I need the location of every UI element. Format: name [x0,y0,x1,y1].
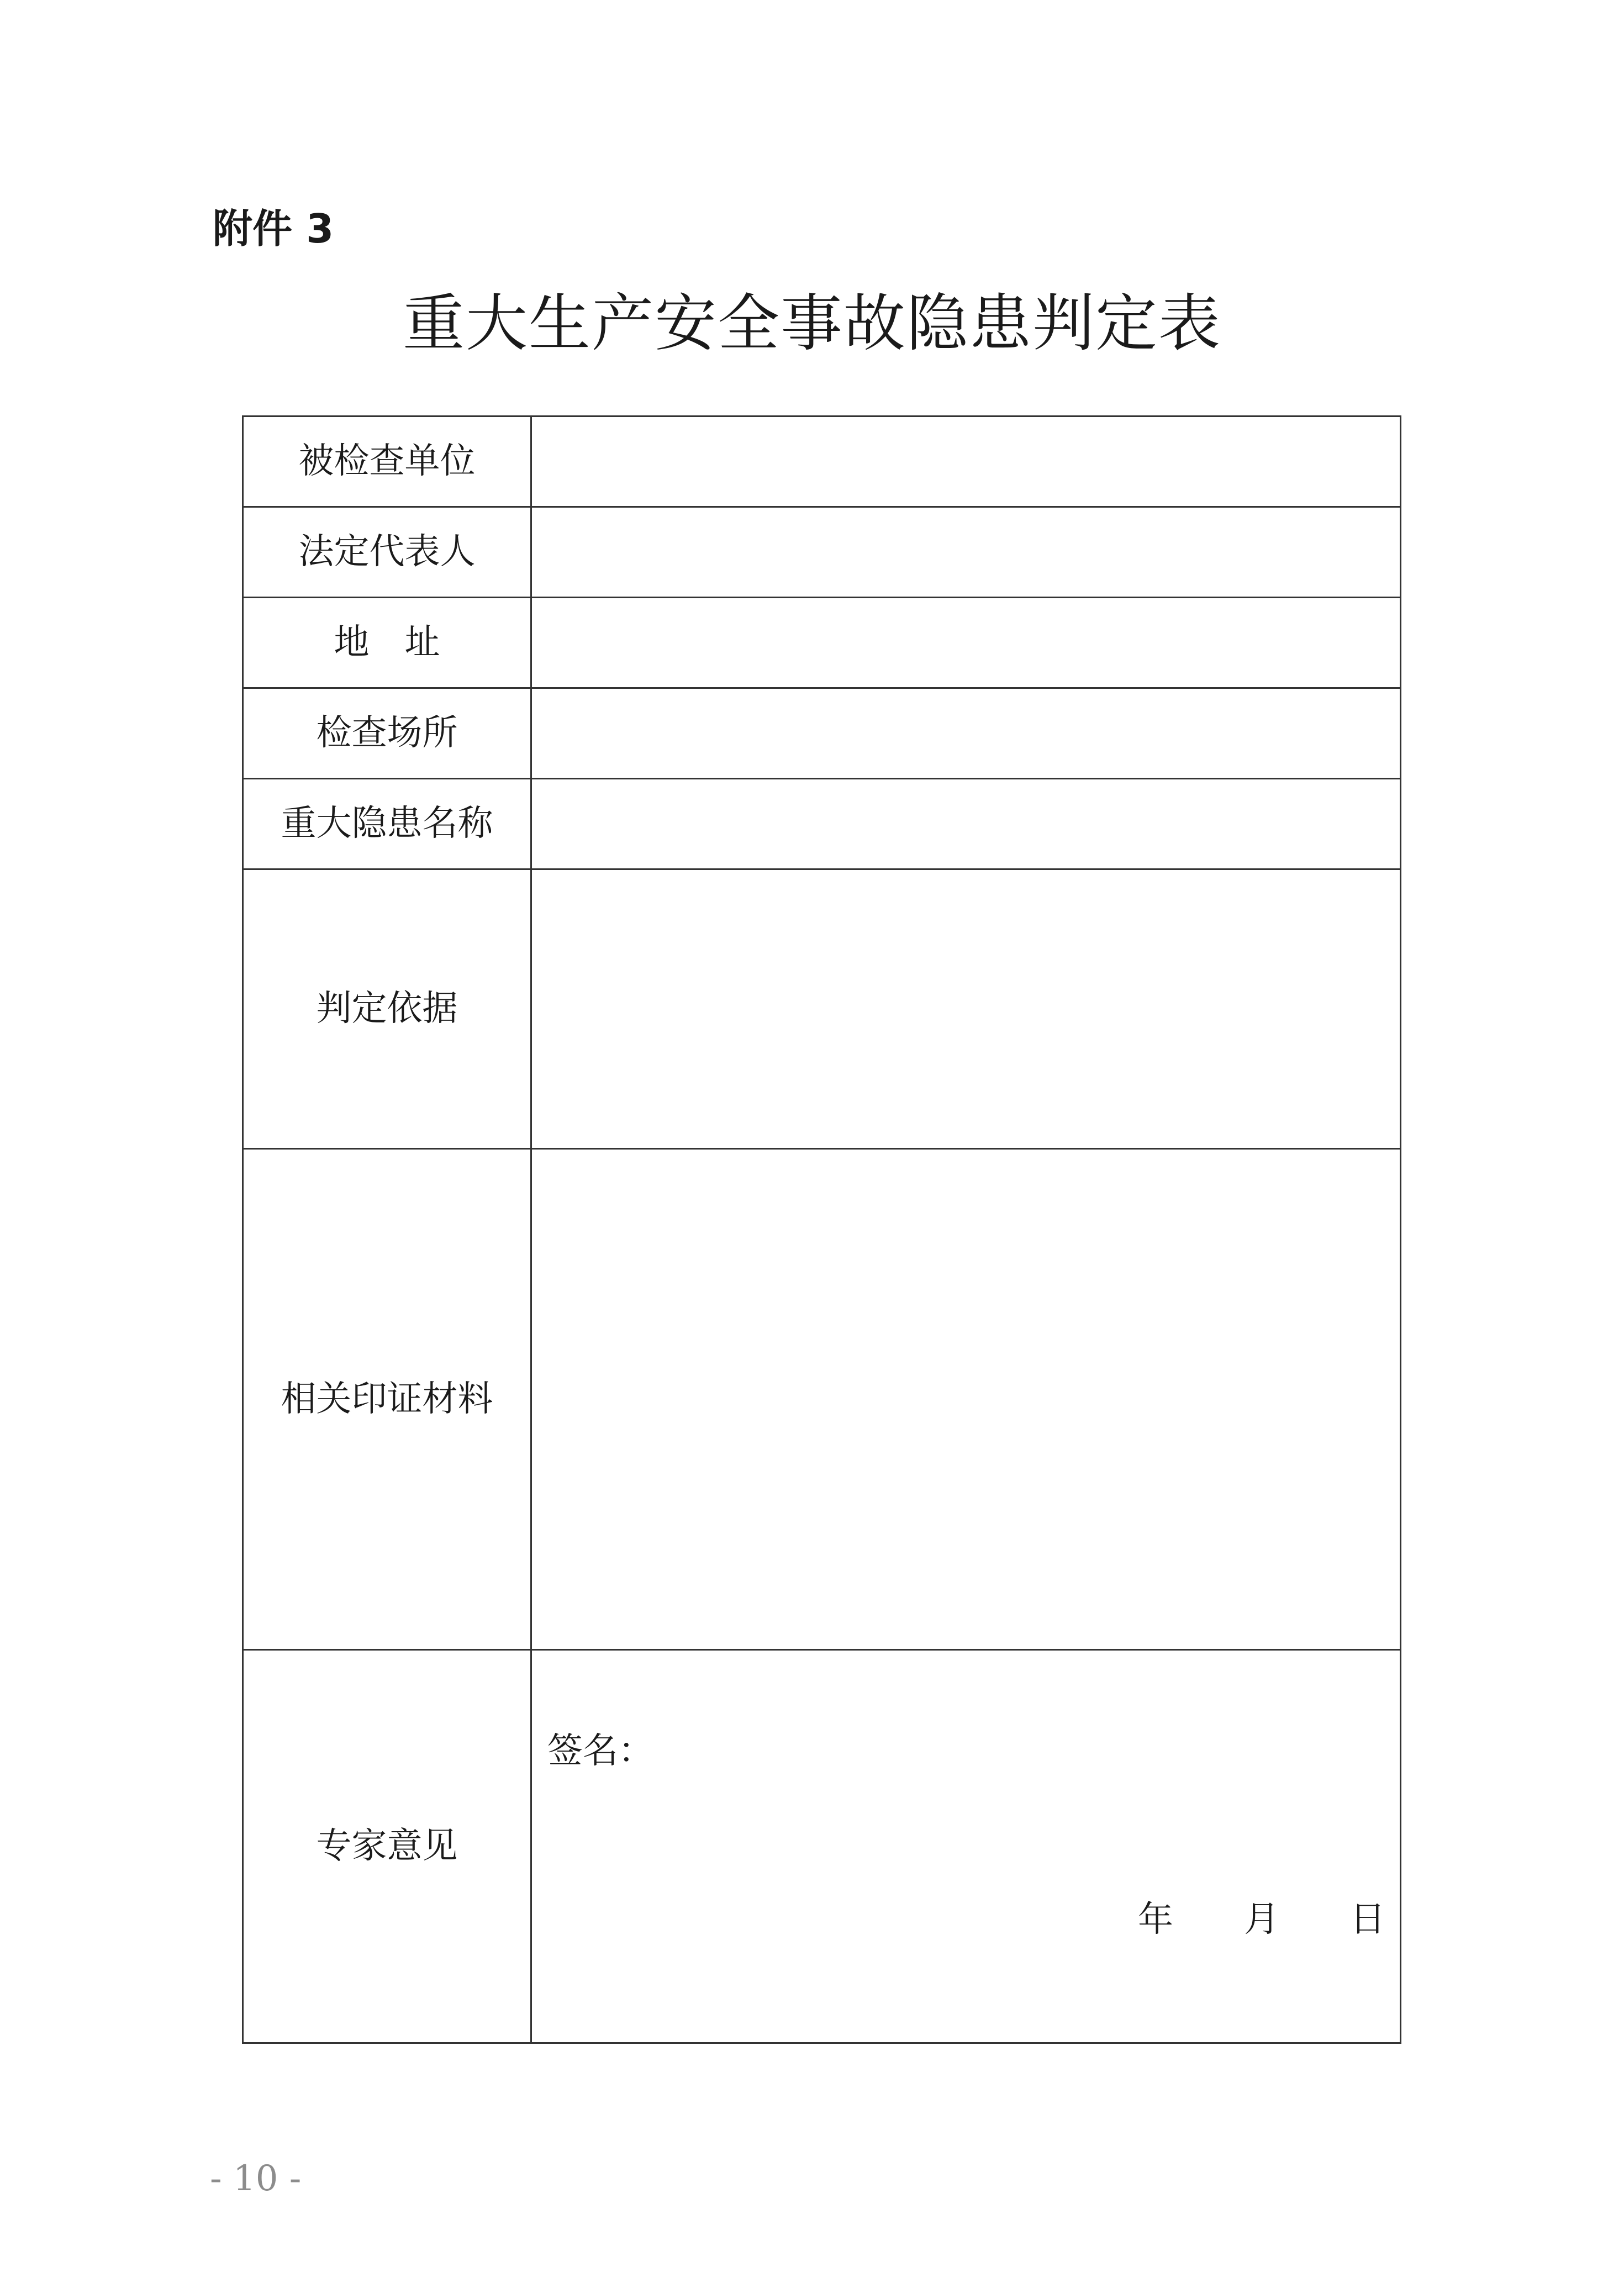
hazard-name-field[interactable] [531,779,1401,869]
expert-opinion-field[interactable] [531,1650,1401,2043]
table-row [243,1650,1401,2043]
row-label-determination-basis: 判定依据 [243,869,531,1149]
supporting-materials-field[interactable] [531,1149,1401,1650]
row-label-supporting-materials: 相关印证材料 [243,1149,531,1650]
date-line: 年 月 日 [1138,1899,1385,1940]
table-row [243,779,1401,869]
table-row [243,869,1401,1149]
signature-label: 签名： [547,1731,653,1772]
row-label-expert-opinion: 专家意见 [243,1650,531,2043]
table-row [243,598,1401,688]
page-title: 重大生产安全事故隐患判定表 [403,288,1221,360]
row-label-address: 地 址 [243,598,531,688]
row-label-inspected-unit: 被检查单位 [243,417,531,507]
page-number: - 10 - [210,2158,302,2199]
table-row [243,688,1401,779]
determination-form-table [242,415,1401,2044]
determination-basis-field[interactable] [531,869,1401,1149]
table-row [243,417,1401,507]
address-field[interactable] [531,598,1401,688]
inspected-unit-field[interactable] [531,417,1401,507]
row-label-legal-representative: 法定代表人 [243,507,531,598]
row-label-hazard-name: 重大隐患名称 [243,779,531,869]
row-label-inspection-site: 检查场所 [243,688,531,779]
inspection-site-field[interactable] [531,688,1401,779]
table-row [243,507,1401,598]
attachment-label: 附件 3 [213,205,334,252]
legal-representative-field[interactable] [531,507,1401,598]
table-row [243,1149,1401,1650]
